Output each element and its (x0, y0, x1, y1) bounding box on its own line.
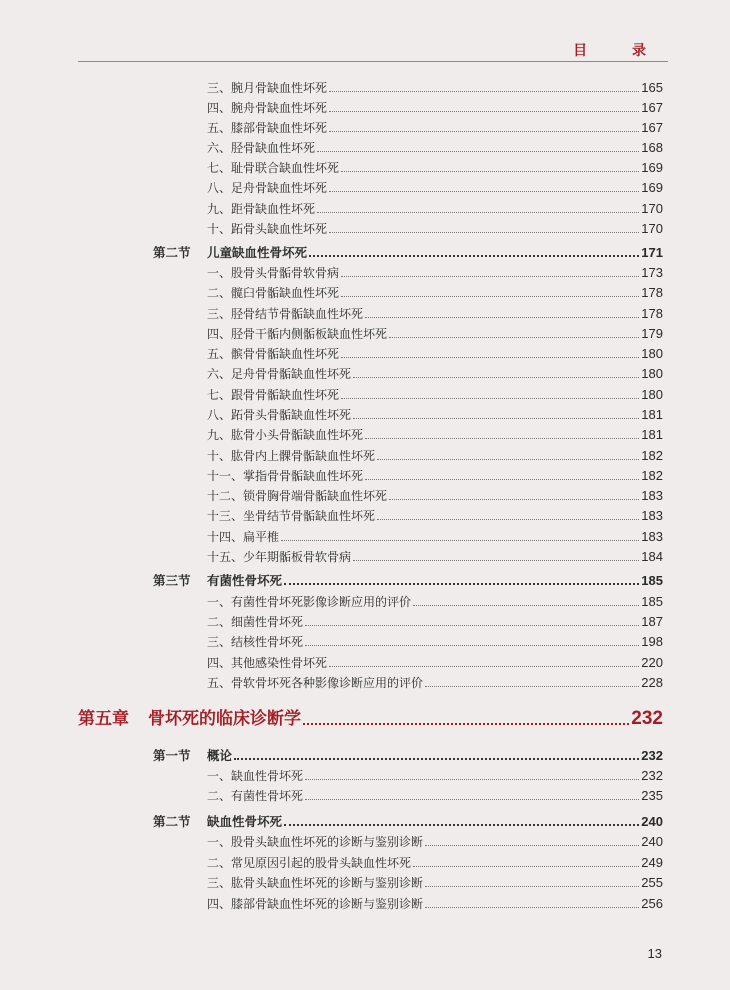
toc-entry-label: 六、胫骨缺血性坏死 (207, 141, 316, 155)
dot-leader (389, 337, 639, 338)
toc-entry (207, 180, 663, 196)
toc-entry-label: 有菌性骨坏死 (207, 573, 283, 588)
toc-entry (207, 768, 663, 784)
toc-entry-page: 184 (641, 549, 663, 564)
toc-entry-page: 249 (641, 855, 663, 870)
toc-entry-page: 167 (641, 100, 663, 115)
dot-leader (341, 296, 639, 297)
dot-leader (309, 255, 639, 257)
toc-entry (207, 221, 663, 237)
toc-entry-label: 骨坏死的临床诊断学 (148, 709, 301, 729)
dot-leader (353, 560, 639, 561)
toc-entry-title (207, 306, 363, 322)
toc-entry-label: 一、股骨头缺血性坏死的诊断与鉴别诊断 (207, 835, 424, 849)
dot-leader (305, 799, 639, 800)
dot-leader (341, 276, 639, 277)
toc-entry-label: 十一、掌指骨骨骺缺血性坏死 (207, 469, 364, 483)
dot-leader (329, 232, 639, 233)
toc-entry-label: 十、跖骨头缺血性坏死 (207, 222, 328, 236)
toc-entry (207, 326, 663, 342)
dot-leader (425, 845, 639, 846)
dot-leader (425, 686, 639, 687)
toc-entry (207, 834, 663, 850)
toc-entry (207, 788, 663, 804)
toc-entry (207, 675, 663, 691)
dot-leader (305, 645, 639, 646)
dot-leader (329, 111, 639, 112)
toc-entry-label: 三、腕月骨缺血性坏死 (207, 81, 328, 95)
toc-entry-label: 十四、扁平椎 (207, 530, 280, 544)
toc-entry-title (207, 346, 339, 362)
toc-entry-label: 十、肱骨内上髁骨骺缺血性坏死 (207, 449, 376, 463)
dot-leader (234, 758, 639, 760)
toc-entry-label: 七、跟骨骨骺缺血性坏死 (207, 388, 340, 402)
toc-entry-page: 232 (641, 768, 663, 783)
toc-entry (207, 201, 663, 217)
toc-entry-page: 235 (641, 788, 663, 803)
toc-entry-title (207, 875, 423, 891)
toc-entry-page: 220 (641, 655, 663, 670)
dot-leader (341, 398, 639, 399)
toc-entry-title (207, 160, 339, 176)
toc-entry (207, 468, 663, 484)
toc-entry-page: 240 (641, 814, 663, 829)
toc-entry-page: 181 (641, 407, 663, 422)
toc-entry-page: 187 (641, 614, 663, 629)
toc-entry (207, 896, 663, 912)
toc-entry-label: 概论 (207, 748, 233, 763)
toc-entry-title (153, 748, 232, 764)
toc-entry-title (207, 468, 363, 484)
dot-leader (413, 605, 639, 606)
dot-leader (284, 824, 639, 826)
section-number: 第二节 (153, 245, 191, 260)
toc-entry-label: 一、缺血性骨坏死 (207, 769, 304, 783)
toc-entry-label: 二、细菌性骨坏死 (207, 615, 304, 629)
toc-entry (207, 160, 663, 176)
toc-entry-label: 二、有菌性骨坏死 (207, 789, 304, 803)
toc-entry-title (207, 407, 351, 423)
toc-entry-page: 182 (641, 468, 663, 483)
toc-entry-page: 185 (641, 573, 663, 588)
toc-entry-title (207, 855, 411, 871)
dot-leader (353, 418, 639, 419)
toc-entry (207, 120, 663, 136)
dot-leader (341, 171, 639, 172)
toc-section-entry (153, 573, 663, 589)
toc-entry-title (153, 814, 282, 830)
toc-entry-page: 167 (641, 120, 663, 135)
toc-entry-title (207, 549, 351, 565)
dot-leader (413, 866, 639, 867)
toc-entry (207, 448, 663, 464)
toc-entry-page: 255 (641, 875, 663, 890)
toc-entry (207, 875, 663, 891)
toc-entry-title (207, 834, 423, 850)
toc-entry-page: 171 (641, 245, 663, 260)
toc-chapter-entry (78, 707, 663, 731)
toc-entry-title (207, 100, 327, 116)
toc-entry-label: 五、膝部骨缺血性坏死 (207, 121, 328, 135)
toc-entry (207, 594, 663, 610)
toc-entry-title (207, 614, 303, 630)
toc-entry-label: 八、跖骨头骨骺缺血性坏死 (207, 408, 352, 422)
toc-entry-label: 七、耻骨联合缺血性坏死 (207, 161, 340, 175)
toc-entry (207, 80, 663, 96)
toc-entry-label: 四、膝部骨缺血性坏死的诊断与鉴别诊断 (207, 897, 424, 911)
toc-entry-label: 五、骨软骨坏死各种影像诊断应用的评价 (207, 676, 424, 690)
toc-entry-page: 168 (641, 140, 663, 155)
toc-entry (207, 855, 663, 871)
toc-entry (207, 346, 663, 362)
toc-entry-title (207, 896, 423, 912)
toc-entry (207, 614, 663, 630)
dot-leader (365, 438, 639, 439)
toc-entry-title (153, 245, 307, 261)
dot-leader (284, 583, 639, 585)
toc-entry (207, 285, 663, 301)
dot-leader (341, 357, 639, 358)
toc-entry-page: 178 (641, 306, 663, 321)
toc-section-entry (153, 748, 663, 764)
toc-entry-title (207, 140, 315, 156)
toc-entry-label: 九、肱骨小头骨骺缺血性坏死 (207, 428, 364, 442)
toc-entry-title (153, 573, 282, 589)
dot-leader (377, 519, 639, 520)
toc-entry-title (207, 80, 327, 96)
toc-entry-title (207, 529, 279, 545)
toc-entry-label: 一、有菌性骨坏死影像诊断应用的评价 (207, 595, 412, 609)
toc-entry-page: 232 (641, 748, 663, 763)
dot-leader (305, 625, 639, 626)
header-title: 目 录 (573, 43, 666, 59)
toc-section-entry (153, 245, 663, 261)
dot-leader (303, 723, 629, 725)
toc-entry-page: 240 (641, 834, 663, 849)
toc-entry-label: 四、腕舟骨缺血性坏死 (207, 101, 328, 115)
toc-entry-page: 180 (641, 346, 663, 361)
toc-entry-label: 四、胫骨干骺内侧骺板缺血性坏死 (207, 327, 388, 341)
toc-entry-label: 二、髋臼骨骺缺血性坏死 (207, 286, 340, 300)
header-divider (78, 61, 668, 62)
toc-entry-label: 十二、锁骨胸骨端骨骺缺血性坏死 (207, 489, 388, 503)
toc-entry (207, 100, 663, 116)
dot-leader (305, 779, 639, 780)
toc-entry-page: 185 (641, 594, 663, 609)
toc-entry-label: 十三、坐骨结节骨骺缺血性坏死 (207, 509, 376, 523)
toc-entry-label: 十五、少年期骺板骨软骨病 (207, 550, 352, 564)
toc-entry-label: 缺血性骨坏死 (207, 814, 283, 829)
toc-entry-label: 三、胫骨结节骨骺缺血性坏死 (207, 307, 364, 321)
toc-entry-label: 三、结核性骨坏死 (207, 635, 304, 649)
toc-entry-label: 三、肱骨头缺血性坏死的诊断与鉴别诊断 (207, 876, 424, 890)
dot-leader (425, 907, 639, 908)
toc-entry-page: 169 (641, 160, 663, 175)
toc-entry (207, 140, 663, 156)
toc-entry-page: 256 (641, 896, 663, 911)
dot-leader (377, 459, 639, 460)
dot-leader (365, 317, 639, 318)
toc-section-entry (153, 814, 663, 830)
toc-entry-label: 四、其他感染性骨坏死 (207, 656, 328, 670)
dot-leader (353, 377, 639, 378)
toc-entry-page: 183 (641, 488, 663, 503)
toc-entry (207, 306, 663, 322)
toc-entry-title (207, 675, 423, 691)
toc-entry-title (207, 201, 315, 217)
dot-leader (281, 540, 639, 541)
dot-leader (389, 499, 639, 500)
toc-entry-label: 九、距骨缺血性坏死 (207, 202, 316, 216)
toc-entry-page: 183 (641, 529, 663, 544)
toc-entry (207, 407, 663, 423)
toc-entry (207, 549, 663, 565)
toc-entry-title (207, 448, 375, 464)
toc-entry (207, 655, 663, 671)
section-number: 第二节 (153, 814, 191, 829)
toc-entry-title (207, 387, 339, 403)
section-number: 第一节 (153, 748, 191, 763)
toc-entry-page: 173 (641, 265, 663, 280)
section-number: 第三节 (153, 573, 191, 588)
toc-entry-page: 183 (641, 508, 663, 523)
toc-entry-title (207, 366, 351, 382)
toc-entry-title (207, 488, 387, 504)
toc-entry (207, 387, 663, 403)
dot-leader (365, 479, 639, 480)
dot-leader (329, 91, 639, 92)
toc-entry (207, 508, 663, 524)
dot-leader (317, 151, 639, 152)
toc-entry-title (207, 508, 375, 524)
toc-entry-page: 180 (641, 366, 663, 381)
toc-entry-page: 182 (641, 448, 663, 463)
toc-entry-page: 170 (641, 201, 663, 216)
toc-entry-title (207, 265, 339, 281)
toc-entry-page: 198 (641, 634, 663, 649)
toc-entry-title (207, 221, 327, 237)
toc-entry-page: 178 (641, 285, 663, 300)
toc-entry (207, 366, 663, 382)
toc-entry-title (78, 707, 301, 731)
toc-entry-page: 165 (641, 80, 663, 95)
toc-entry-title (207, 120, 327, 136)
toc-entry-title (207, 634, 303, 650)
toc-entry-title (207, 180, 327, 196)
toc-entry-label: 二、常见原因引起的股骨头缺血性坏死 (207, 856, 412, 870)
toc-entry-label: 五、髌骨骨骺缺血性坏死 (207, 347, 340, 361)
toc-entry (207, 265, 663, 281)
toc-entry (207, 634, 663, 650)
toc-entry (207, 427, 663, 443)
toc-entry-title (207, 427, 363, 443)
toc-entry-page: 180 (641, 387, 663, 402)
toc-entry-page: 179 (641, 326, 663, 341)
toc-entry-title (207, 326, 387, 342)
toc-entry-label: 一、股骨头骨骺骨软骨病 (207, 266, 340, 280)
chapter-number: 第五章 (78, 709, 129, 729)
toc-entry (207, 529, 663, 545)
toc-entry-title (207, 655, 327, 671)
dot-leader (329, 666, 639, 667)
toc-entry-label: 八、足舟骨缺血性坏死 (207, 181, 328, 195)
toc-entry-page: 228 (641, 675, 663, 690)
toc-entry-title (207, 788, 303, 804)
toc-entry-title (207, 594, 411, 610)
toc-entry (207, 488, 663, 504)
toc-entry-title (207, 285, 339, 301)
dot-leader (329, 131, 639, 132)
toc-entry-title (207, 768, 303, 784)
dot-leader (317, 212, 639, 213)
toc-entry-page: 170 (641, 221, 663, 236)
toc-entry-page: 181 (641, 427, 663, 442)
toc-entry-label: 六、足舟骨骨骺缺血性坏死 (207, 367, 352, 381)
toc-entry-page: 169 (641, 180, 663, 195)
dot-leader (425, 886, 639, 887)
dot-leader (329, 191, 639, 192)
page-number: 13 (647, 946, 662, 961)
toc-entry-page: 232 (631, 708, 663, 729)
toc-entry-label: 儿童缺血性骨坏死 (207, 245, 308, 260)
